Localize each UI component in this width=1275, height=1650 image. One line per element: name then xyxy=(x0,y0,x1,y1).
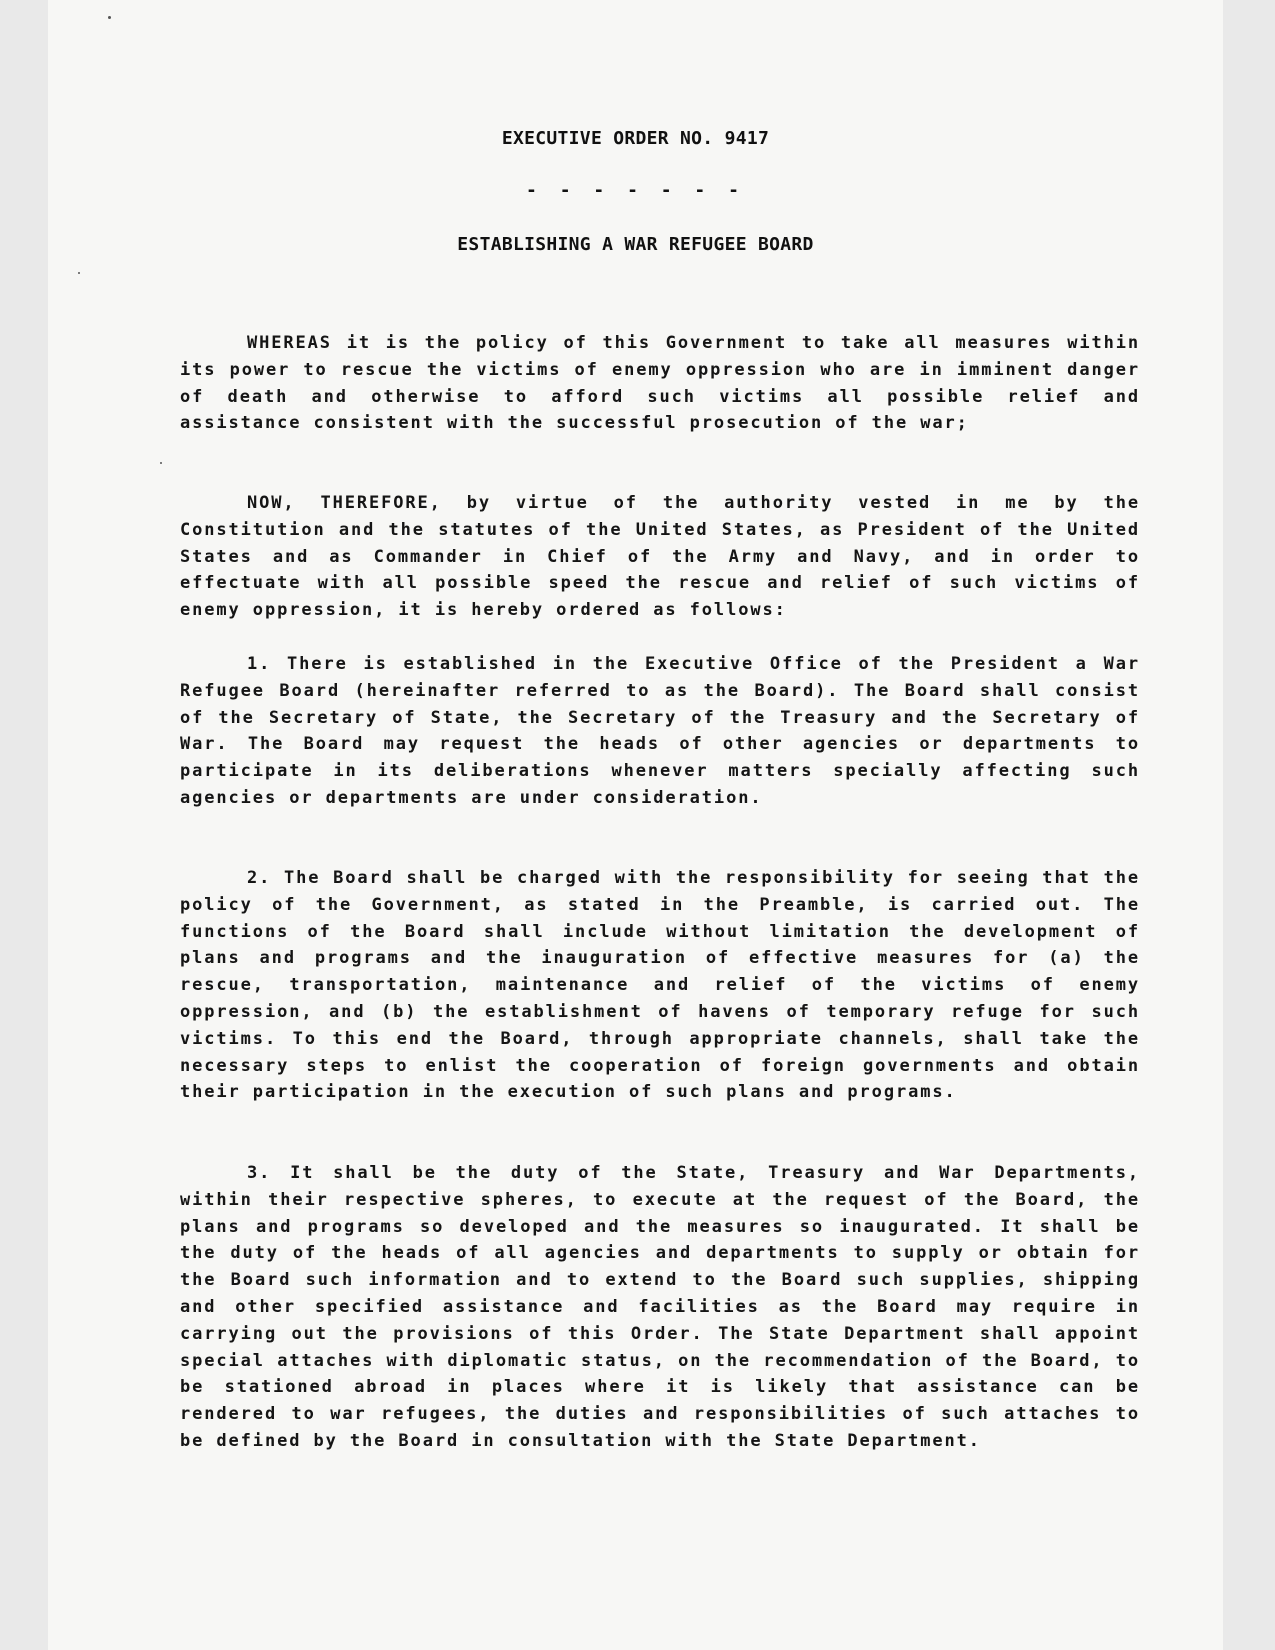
title-separator: - - - - - - - xyxy=(526,180,745,201)
document-page xyxy=(48,0,1223,1650)
whereas-paragraph: WHEREAS it is the policy of this Government to take all measures within its power to rescue the victims of enemy oppression who are in imminent danger of death and otherwise to afford such victims all possible relief and assistance consistent with the successful prosecution of the war; xyxy=(180,333,1140,434)
document-subtitle: ESTABLISHING A WAR REFUGEE BOARD xyxy=(457,234,814,255)
section-2-paragraph: 2. The Board shall be charged with the responsibility for seeing that the policy of the Government, as stated in the Preamble, is carried out. The functions of the Board shall include without limitation the development of plans and programs and the inauguration of effective measures for (a) the rescue, transportation, maintenance and relief of the victims of enemy oppression, and (b) the establishment of havens of temporary refuge for such victims. To this end the Board, through appropriate channels, shall take the necessary steps to enlist the cooperation of foreign governments and obtain their participation in the execution of such plans and programs. xyxy=(180,868,1140,1103)
scan-speck xyxy=(160,462,162,464)
section-1-paragraph: 1. There is established in the Executive Office of the President a War Refugee Board (hereinafter referred to as the Board). The Board shall consist of the Secretary of State, the Secretary of the Treasury and the Secretary of War. The Board may request the heads of other agencies or departments to participate in its deliberations whenever matters specially affecting such agencies or departments are under consideration. xyxy=(180,654,1140,808)
document-title: EXECUTIVE ORDER NO. 9417 xyxy=(501,128,770,149)
therefore-paragraph: NOW, THEREFORE, by virtue of the authority vested in me by the Constitution and the statutes of the United States, as President of the United States and as Commander in Chief of the Army and Navy, and in order to effectuate with all possible speed the rescue and relief of such victims of enemy oppression, it is hereby ordered as follows: xyxy=(180,493,1140,621)
scan-speck xyxy=(78,272,80,274)
scan-speck xyxy=(108,16,111,19)
section-3-paragraph: 3. It shall be the duty of the State, Treasury and War Departments, within their respective spheres, to execute at the request of the Board, the plans and programs so developed and the measures so inaugurated. It shall be the duty of the heads of all agencies and departments to supply or obtain for the Board such information and to extend to the Board such supplies, shipping and other specified assistance and facilities as the Board may require in carrying out the provisions of this Order. The State Department shall appoint special attaches with diplomatic status, on the recommendation of the Board, to be stationed abroad in places where it is likely that assistance can be rendered to war refugees, the duties and responsibilities of such attaches to be defined by the Board in consultation with the State Department. xyxy=(180,1163,1140,1451)
